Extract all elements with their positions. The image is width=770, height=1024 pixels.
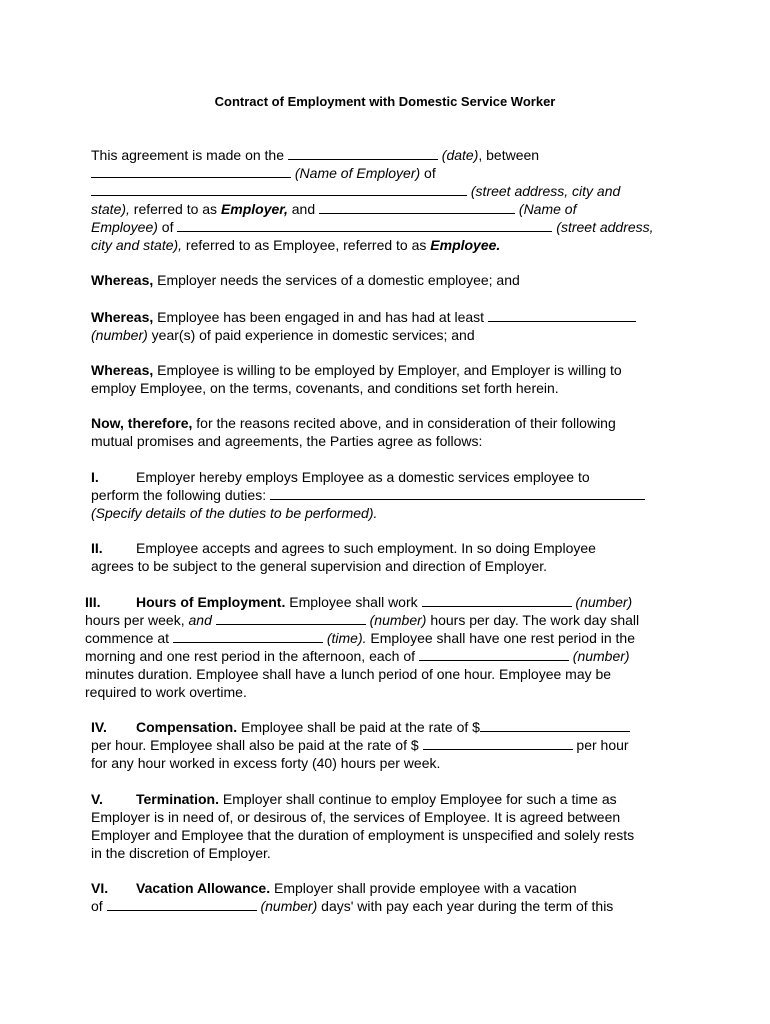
section-compensation: IV. Compensation. Employee shall be paid at the rate of $ per hour. Employee shall also be paid at the rate of $ per hour for any hour worked in excess forty (40) hours per week.: [91, 719, 629, 771]
whereas-experience-paragraph: Whereas, Employee has been engaged in and has had at least (number) year(s) of paid experience in domestic services; and: [91, 308, 636, 344]
section-hours: III. Hours of Employment. Employee shall work (number) hours per week, and (number) hours per day. The work day shall commence at (time). Employee shall have one rest period in the morning and one rest period in the afternoon, each of (number) minutes duration. Employee shall have a lunch period of one hour. Employee may be required to work overtime.: [85, 594, 640, 700]
section-acceptance: II. Employee accepts and agrees to such employment. In so doing Employee agrees to be subject to the general supervision and direction of Employer.: [91, 540, 596, 574]
date-blank[interactable]: [288, 146, 438, 160]
hourly-rate-blank[interactable]: [480, 718, 630, 732]
intro-paragraph: This agreement is made on the (date), between (Name of Employer) of (street address, city and state), referred to as Employer, and (Name of Employee) of (street address, city and state), referred to as Employee, referred to as Employee.: [91, 147, 654, 253]
whereas-need-paragraph: Whereas, Employer needs the services of a domestic employee; and: [91, 272, 520, 288]
start-time-blank[interactable]: [173, 629, 323, 643]
hours-per-day-blank[interactable]: [216, 611, 366, 625]
employer-address-blank[interactable]: [91, 182, 467, 196]
section-vacation: VI. Vacation Allowance. Employer shall provide employee with a vacation of (number) days' with pay each year during the term of this: [91, 880, 614, 914]
section-duties: I. Employer hereby employs Employee as a domestic services employee to perform the following duties: (Specify details of the duties to be performed).: [91, 468, 645, 522]
employer-name-blank[interactable]: [91, 164, 291, 178]
rest-period-blank[interactable]: [419, 647, 569, 661]
overtime-rate-blank[interactable]: [423, 736, 573, 750]
vacation-days-blank[interactable]: [107, 897, 257, 911]
whereas-willing-paragraph: Whereas, Employee is willing to be employed by Employer, and Employer is willing to employ Employee, on the terms, covenants, and conditions set forth herein.: [91, 362, 622, 396]
experience-years-blank[interactable]: [488, 308, 636, 322]
duties-blank[interactable]: [270, 486, 645, 500]
employee-name-blank[interactable]: [319, 200, 515, 214]
employee-address-blank[interactable]: [177, 218, 552, 232]
now-therefore-paragraph: Now, therefore, for the reasons recited above, and in consideration of their following mutual promises and agreements, the Parties agree as follows:: [91, 415, 616, 449]
section-termination: V. Termination. Employer shall continue to employ Employee for such a time as Employer is in need of, or desirous of, the services of Employee. It is agreed between Employer and Employee that the duration of employment is unspecified and solely rests in the discretion of Employer.: [91, 791, 635, 861]
hours-per-week-blank[interactable]: [422, 593, 572, 607]
document-title: Contract of Employment with Domestic Service Worker: [214, 94, 556, 109]
